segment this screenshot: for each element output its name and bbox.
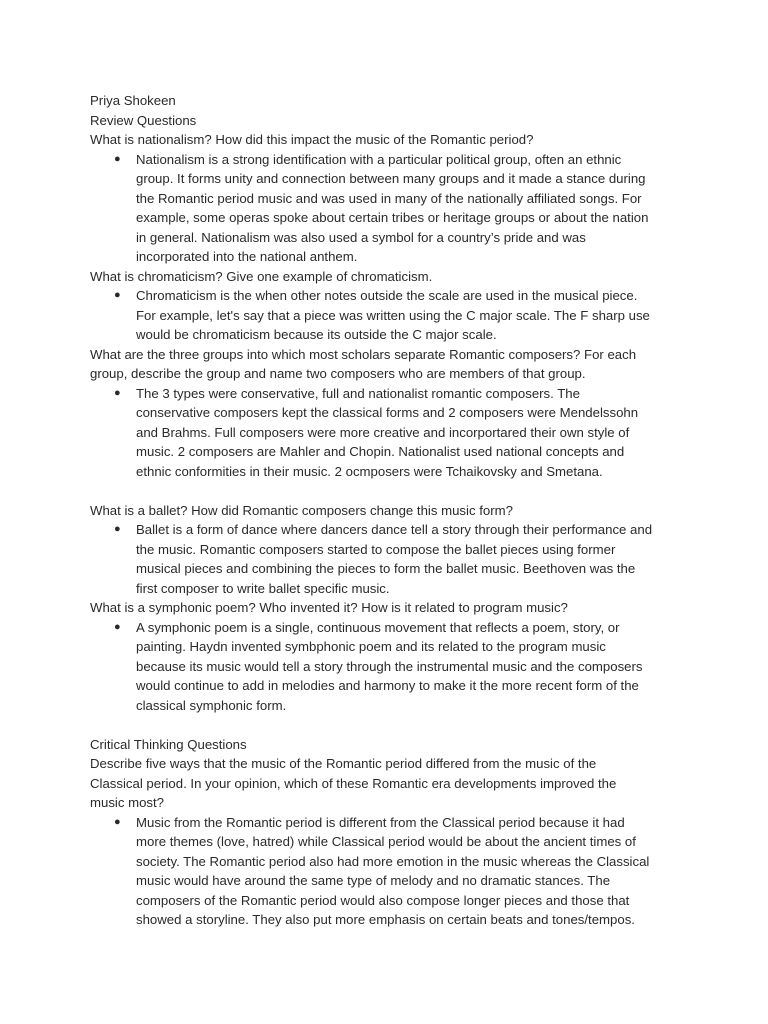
answer-line: in general. Nationalism was also used a symbol for a country’s pride and was [136,229,586,245]
bullet-icon: ● [114,523,121,535]
bullet-icon: ● [114,815,121,828]
blank-line [90,481,690,501]
answer-line: the Romantic period music and was used in many of the nationally affiliated songs. For [136,190,642,206]
answer-line: Nationalism is a strong identification with a particular political group, often an ethnic [136,151,622,167]
answer-line: music would have around the same type of melody and no dramatic stances. The [136,873,611,888]
bullet-icon: ● [114,289,121,301]
bullet-icon: ● [114,620,121,633]
answer-line: music. 2 composers are Mahler and Chopin. Nationalist used national concepts and [136,444,625,459]
document-page [90,91,690,930]
answer-list-symphonic-poem [90,618,690,716]
answer-romantic-vs-classical [90,813,690,930]
question-composer-groups [90,345,690,384]
answer-line: The 3 types were conservative, full and nationalist romantic composers. The [136,385,580,401]
answer-line: Ballet is a form of dance where dancers dance tell a story through their performance and [136,522,653,537]
answer-line: society. The Romantic period also had more emotion in the music whereas the Classical [136,853,650,869]
author-name: Priya Shokeen [90,93,176,108]
answer-ballet [90,520,690,598]
answer-nationalism [90,150,690,267]
answer-list-ballet [90,520,690,598]
answer-line: and Brahms. Full composers were more creative and incorportared their own style of [136,424,630,440]
answer-line: classical symphonic form. [136,697,287,713]
answer-line: because its music would tell a story through the instrumental music and the composers [136,658,643,674]
section-title-critical: Critical Thinking Questions [90,736,247,752]
answer-line: showed a storyline. They also put more emphasis on certain beats and tones/tempos. [136,912,635,927]
answer-line: For example, let's say that a piece was written using the C major scale. The F sharp use [136,307,650,323]
answer-line: composers of the Romantic period would also compose longer pieces and those that [136,892,630,908]
answer-list-nationalism [90,150,690,267]
answer-line: painting. Haydn invented symbphonic poem and its related to the program music [136,639,606,654]
question-romantic-vs-classical [90,754,690,813]
answer-line: group. It forms unity and connection between many groups and it made a stance during [136,171,646,186]
answer-line: incorporated into the national anthem. [136,249,358,264]
blank-line [90,715,690,735]
answer-line: would continue to add in melodies and harmony to make it the more recent form of the [136,678,639,693]
question-line: group, describe the group and name two composers who are members of that group. [90,366,586,381]
answer-line: A symphonic poem is a single, continuous movement that reflects a poem, story, or [136,619,620,635]
answer-line: more themes (love, hatred) while Classical period would be about the ancient times of [136,834,636,849]
answer-list-romantic-vs-classical [90,813,690,930]
question-ballet: What is a ballet? How did Romantic composers change this music form? [90,502,513,518]
answer-line: example, some operas spoke about certain tribes or heritage groups or about the nation [136,210,649,225]
answer-line: conservative composers kept the classical forms and 2 composers were Mendelssohn [136,405,639,420]
question-line: Classical period. In your opinion, which of these Romantic era developments improved the [90,775,617,791]
answer-symphonic-poem [90,618,690,716]
answer-line: musical pieces and combining the pieces to form the ballet music. Beethoven was the [136,561,636,576]
question-symphonic-poem: What is a symphonic poem? Who invented it? How is it related to program music? [90,600,568,615]
answer-list-composer-groups [90,384,690,482]
question-line: music most? [90,795,165,810]
question-nationalism: What is nationalism? How did this impact the music of the Romantic period? [90,132,534,147]
answer-line: Chromaticism is the when other notes outside the scale are used in the musical piece. [136,288,638,303]
question-chromaticism: What is chromaticism? Give one example of chromaticism. [90,268,433,284]
answer-line: the music. Romantic composers started to compose the ballet pieces using former [136,541,616,557]
answer-chromaticism [90,286,690,345]
bullet-icon: ● [114,152,121,165]
answer-line: would be chromaticism because its outside the C major scale. [136,327,497,342]
question-line: Describe five ways that the music of the Romantic period differed from the music of the [90,756,597,771]
question-line: What are the three groups into which most scholars separate Romantic composers? For each [90,346,637,362]
answer-line: Music from the Romantic period is different from the Classical period because it had [136,814,625,830]
section-title-review: Review Questions [90,112,197,128]
bullet-icon: ● [114,386,121,399]
answer-composer-groups [90,384,690,482]
answer-list-chromaticism [90,286,690,345]
answer-line: ethnic conformities in their music. 2 ocmposers were Tchaikovsky and Smetana. [136,463,603,479]
answer-line: first composer to write ballet specific music. [136,580,390,596]
